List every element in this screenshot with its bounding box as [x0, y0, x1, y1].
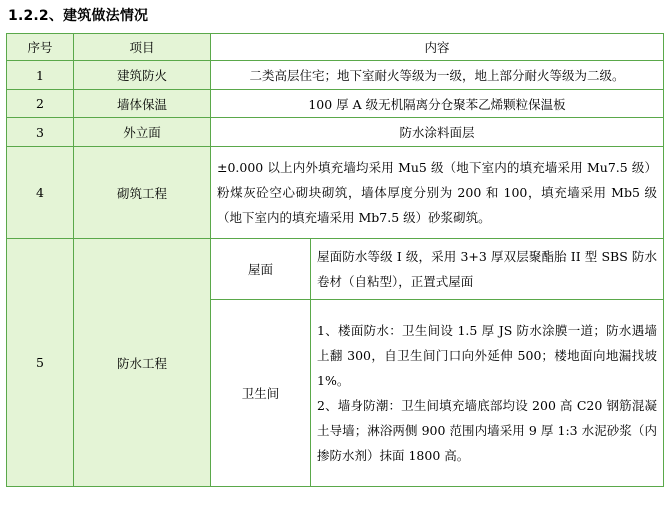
table-row — [7, 147, 664, 239]
sub-content-bathroom — [311, 300, 664, 487]
header-no: 序号 — [7, 34, 74, 61]
row-number: 1 — [7, 61, 74, 90]
construction-spec-table — [6, 33, 664, 487]
header-content: 内容 — [211, 34, 664, 61]
table-row — [7, 90, 664, 118]
row-number: 3 — [7, 118, 74, 147]
header-item: 项目 — [74, 34, 211, 61]
row-content: 防水涂料面层 — [211, 118, 664, 147]
section-heading: 1.2.2、建筑做法情况 — [8, 8, 149, 24]
row-item: 墙体保温 — [74, 90, 211, 118]
sub-label-roof: 屋面 — [211, 239, 311, 300]
row-number: 2 — [7, 90, 74, 118]
bathroom-text — [311, 318, 663, 468]
row-content — [211, 147, 664, 239]
row-number: 5 — [7, 239, 74, 487]
row-item: 建筑防火 — [74, 61, 211, 90]
table-row — [7, 61, 664, 90]
row-item: 外立面 — [74, 118, 211, 147]
row-item: 砌筑工程 — [74, 147, 211, 239]
roof-text: 屋面防水等级 I 级，采用 3+3 厚双层聚酯胎 II 型 SBS 防水卷材（自粘型），正置式屋面 — [317, 249, 658, 289]
bathroom-floor-waterproofing: 1、楼面防水：卫生间设 1.5 厚 JS 防水涂膜一道；防水遇墙上翻 300，自卫生间门口向外延伸 500；楼地面向地漏找坡 1%。 — [317, 323, 658, 388]
table-row — [7, 118, 664, 147]
masonry-text: ±0.000 以上内外填充墙均采用 Mu5 级（地下室内的填充墙采用 Mu7.5 级）粉煤灰砼空心砌块砌筑，墙体厚度分别为 200 和 100，填充墙采用 Mb5 级（地下室内的填充墙采用 Mb7.5 级）砂浆砌筑。 — [217, 160, 658, 225]
row-content: 二类高层住宅；地下室耐火等级为一级，地上部分耐火等级为二级。 — [211, 61, 664, 90]
table-row — [7, 239, 664, 300]
row-item: 防水工程 — [74, 239, 211, 487]
row-content: 100 厚 A 级无机隔离分仓聚苯乙烯颗粒保温板 — [211, 90, 664, 118]
table-header-row — [7, 34, 664, 61]
sub-content-roof — [311, 239, 664, 300]
bathroom-wall-dampproofing: 2、墙身防潮：卫生间填充墙底部均设 200 高 C20 钢筋混凝土导墙；淋浴两侧 900 范围内墙采用 9 厚 1:3 水泥砂浆（内掺防水剂）抹面 1800 高。 — [317, 398, 658, 463]
row-number: 4 — [7, 147, 74, 239]
sub-label-bathroom: 卫生间 — [211, 300, 311, 487]
